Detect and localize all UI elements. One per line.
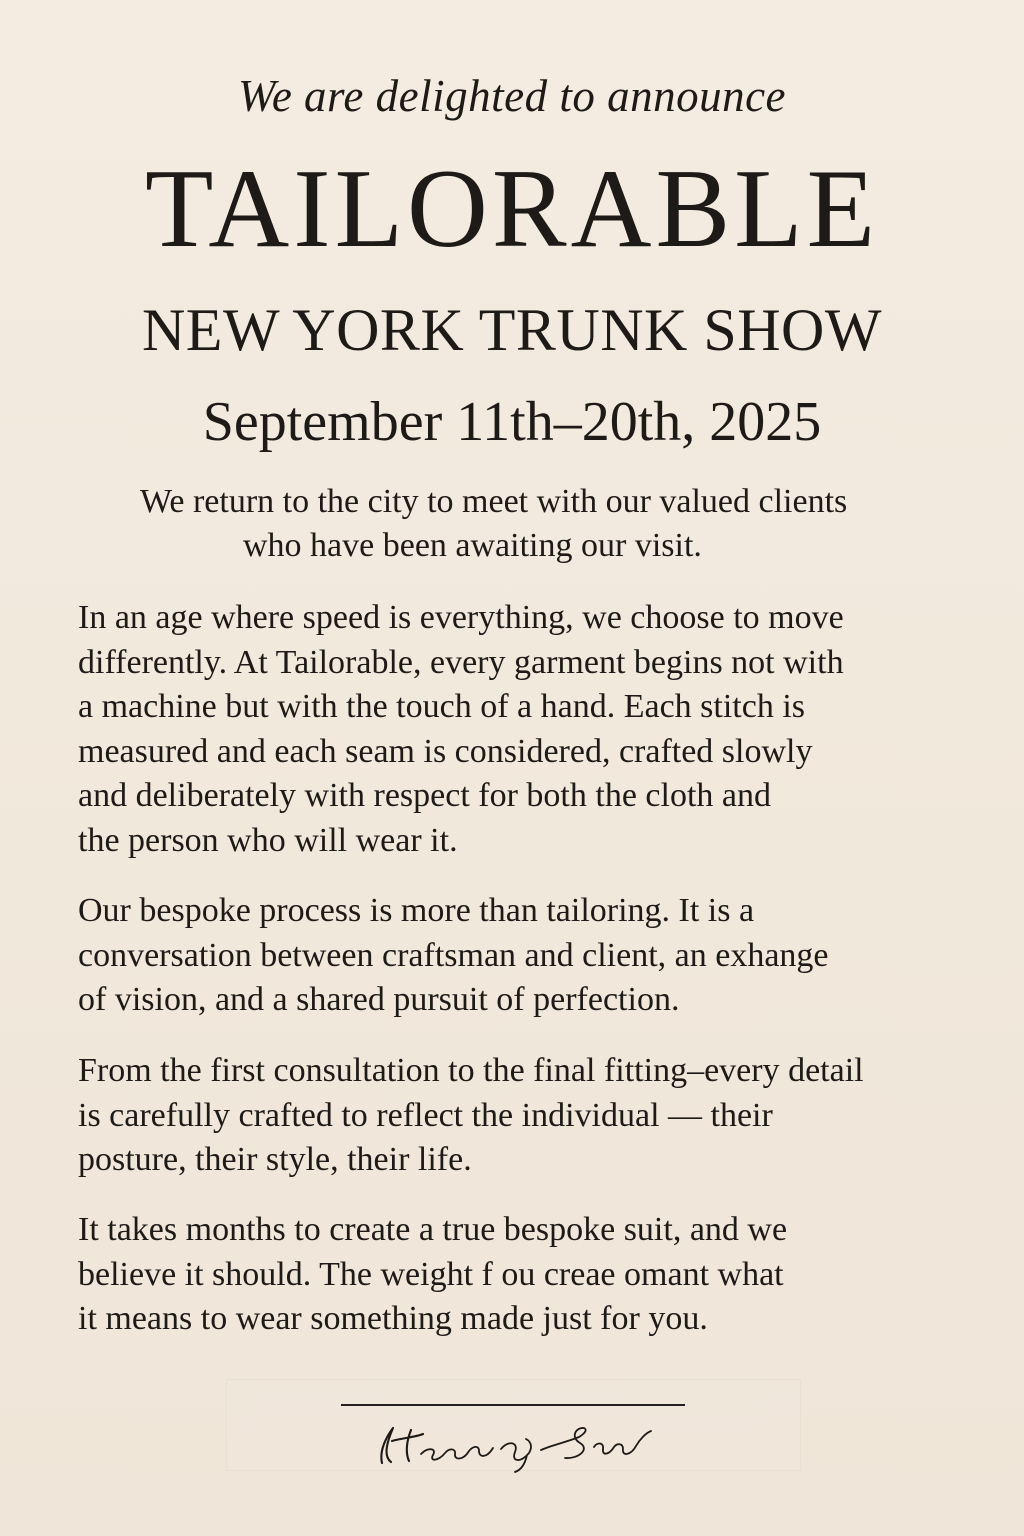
paragraph-2-line-3: of vision, and a shared pursuit of perfection. — [78, 981, 680, 1018]
signature — [361, 1418, 661, 1474]
event-title: NEW YORK TRUNK SHOW — [141, 297, 883, 363]
paragraph-4-line-1: It takes months to create a true bespoke suit, and we — [78, 1211, 788, 1248]
lead-line-2: who have been awaiting our visit. — [243, 527, 702, 564]
event-dates: September 11th–20th, 2025 — [202, 391, 822, 453]
signature-block — [226, 1379, 801, 1471]
paragraph-3-line-3: posture, their style, their life. — [78, 1141, 472, 1178]
paragraph-1-line-2: differently. At Tailorable, every garment begins not with — [78, 643, 844, 681]
paragraph-2-line-1: Our bespoke process is more than tailoring. It is a — [78, 892, 755, 929]
paragraph-4-line-3: it means to wear something made just for you. — [78, 1300, 708, 1337]
paragraph-4 — [78, 1208, 978, 1342]
lead-paragraph — [0, 480, 1024, 568]
paragraph-3-line-2: is carefully crafted to reflect the individual — their — [78, 1096, 773, 1134]
lead-line-1: We return to the city to meet with our valued clients — [140, 483, 848, 520]
paragraph-3-line-1: From the first consultation to the final fitting–every detail — [78, 1052, 864, 1089]
paragraph-1-line-4: measured and each seam is considered, crafted slowly — [78, 732, 813, 770]
paragraph-1-line-6: the person who will wear it. — [78, 821, 458, 859]
paragraph-1-line-3: a machine but with the touch of a hand. Each stitch is — [78, 688, 806, 725]
paragraph-2 — [78, 889, 978, 1023]
paragraph-4-line-2: believe it should. The weight f ou creae omant what — [78, 1255, 784, 1293]
paragraph-1 — [78, 596, 978, 863]
brand-title: TAILORABLE — [144, 147, 880, 271]
paragraph-3 — [78, 1049, 978, 1183]
paragraph-1-line-1: In an age where speed is everything, we choose to move — [78, 599, 844, 636]
paragraph-1-line-5: and deliberately with respect for both the cloth and — [78, 777, 771, 814]
paragraph-2-line-2: conversation between craftsman and client, an exhange — [78, 936, 829, 974]
intro-heading: We are delighted to announce — [237, 71, 787, 121]
signature-line — [341, 1404, 685, 1406]
